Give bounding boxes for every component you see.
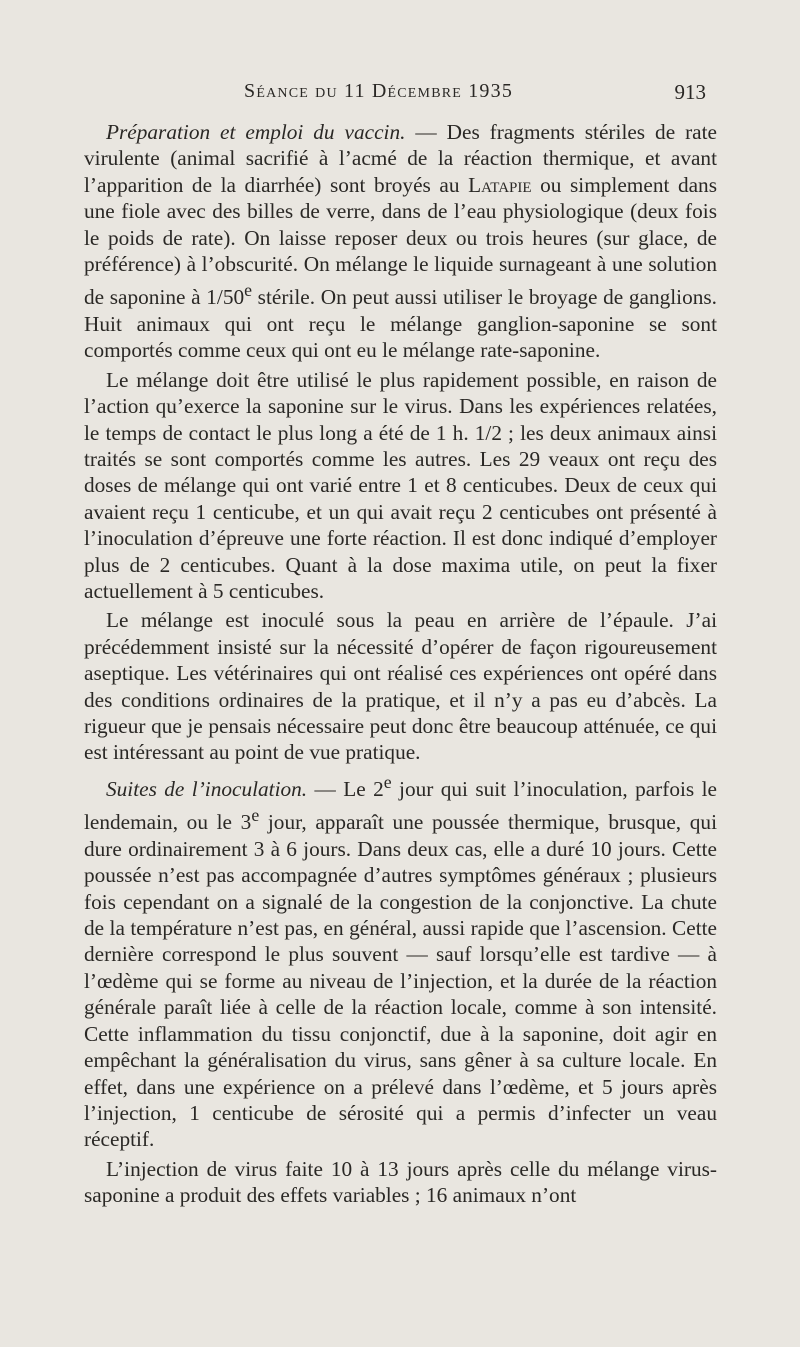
header-title: Séance du 11 Décembre 1935	[244, 80, 514, 102]
paragraph-text: — Des fragments stériles de rate virulente (animal sacrifié à l’acmé de la réaction thermique, et avant l’apparition de la diarrhée) sont broyés au	[84, 120, 718, 197]
paragraph-preparation	[84, 119, 717, 364]
paragraph-inoculation: Le mélange est inoculé sous la peau en arrière de l’épaule. J’ai précédemment insisté sur la nécessité d’opérer de façon rigoureusement aseptique. Les vétérinaires qui ont réalisé ces expériences ont opéré dans des conditions ordinaires de la pratique, et il n’y a pas eu d’abcès. La rigueur que je pensais nécessaire peut donc être beaucoup atténuée, ce qui est intéressant au point de vue pratique.	[84, 608, 717, 765]
author-name-latapie: Latapie	[468, 172, 532, 197]
superscript: e	[244, 280, 253, 301]
paragraph-injection: L’injection de virus faite 10 à 13 jours après celle du mélange virus-saponine a produit des effets variables ; 16 animaux n’ont	[84, 1156, 717, 1208]
paragraph-text: stérile. On peut aussi utiliser le broyage de ganglions. Huit animaux qui ont reçu le mélange ganglion-saponine se sont comportés comme ceux qui ont eu le mélange rate-saponine.	[84, 285, 718, 363]
paragraph-suites	[84, 769, 717, 1153]
running-head	[0, 80, 800, 110]
section-heading-suites: Suites de l’inoculation.	[106, 776, 308, 801]
paragraph-text: jour, apparaît une poussée thermique, brusque, qui dure ordinairement 3 à 6 jours. Dans deux cas, elle a duré 10 jours. Cette poussée n’est pas accompagnée d’autres symptômes généraux ; plusieurs fois cependant on a signalé de la congestion de la conjonctive. La chute de la température n’est pas, en général, aussi rapide que l’ascension. Cette dernière correspond le plus souvent — sauf lorsqu’elle est tardive — à l’œdème qui se forme au niveau de l’injection, et la durée de la réaction générale paraît liée à celle de la réaction locale, comme à son intensité. Cette inflammation du tissu conjonctif, due à la saponine, doit agir en empêchant la généralisation du virus, sans gêner à sa culture locale. En effet, dans une expérience on a prélevé dans l’œdème, et 5 jours après l’injection, 1 centicube de sérosité qui a permis d’infecter un veau réceptif.	[84, 810, 717, 1152]
page-number: 913	[674, 80, 706, 104]
superscript: e	[251, 805, 260, 826]
paragraph-text: — Le 2	[307, 776, 384, 801]
paragraph-text: jour qui suit l’inoculation, parfois le lendemain, ou le 3	[84, 776, 717, 835]
body-text	[84, 119, 717, 1209]
paragraph-melange: Le mélange doit être utilisé le plus rapidement possible, en raison de l’action qu’exerce la saponine sur le virus. Dans les expériences relatées, le temps de contact le plus long a été de 1 h. 1/2 ; les deux animaux ainsi traités se sont comportés comme les autres. Les 29 veaux ont reçu des doses de mélange qui ont varié entre 1 et 8 centicubes. Deux de ceux qui avaient reçu 1 centicube, et un qui avait reçu 2 centicubes ont présenté à l’inoculation d’épreuve une forte réaction. Il est donc indiqué d’employer plus de 2 centicubes. Quant à la dose maxima utile, on peut la fixer actuellement à 5 centicubes.	[84, 367, 717, 603]
superscript: e	[383, 771, 392, 792]
section-heading-preparation: Préparation et emploi du vaccin.	[106, 120, 406, 144]
paragraph-text: ou simplement dans une fiole avec des billes de verre, dans de l’eau physiologique (deux fois le poids de rate). On laisse reposer deux ou trois heures (sur glace, de préférence) à l’obscurité. On mélange le liquide surnageant à une solution de saponine à 1/50	[84, 172, 717, 310]
